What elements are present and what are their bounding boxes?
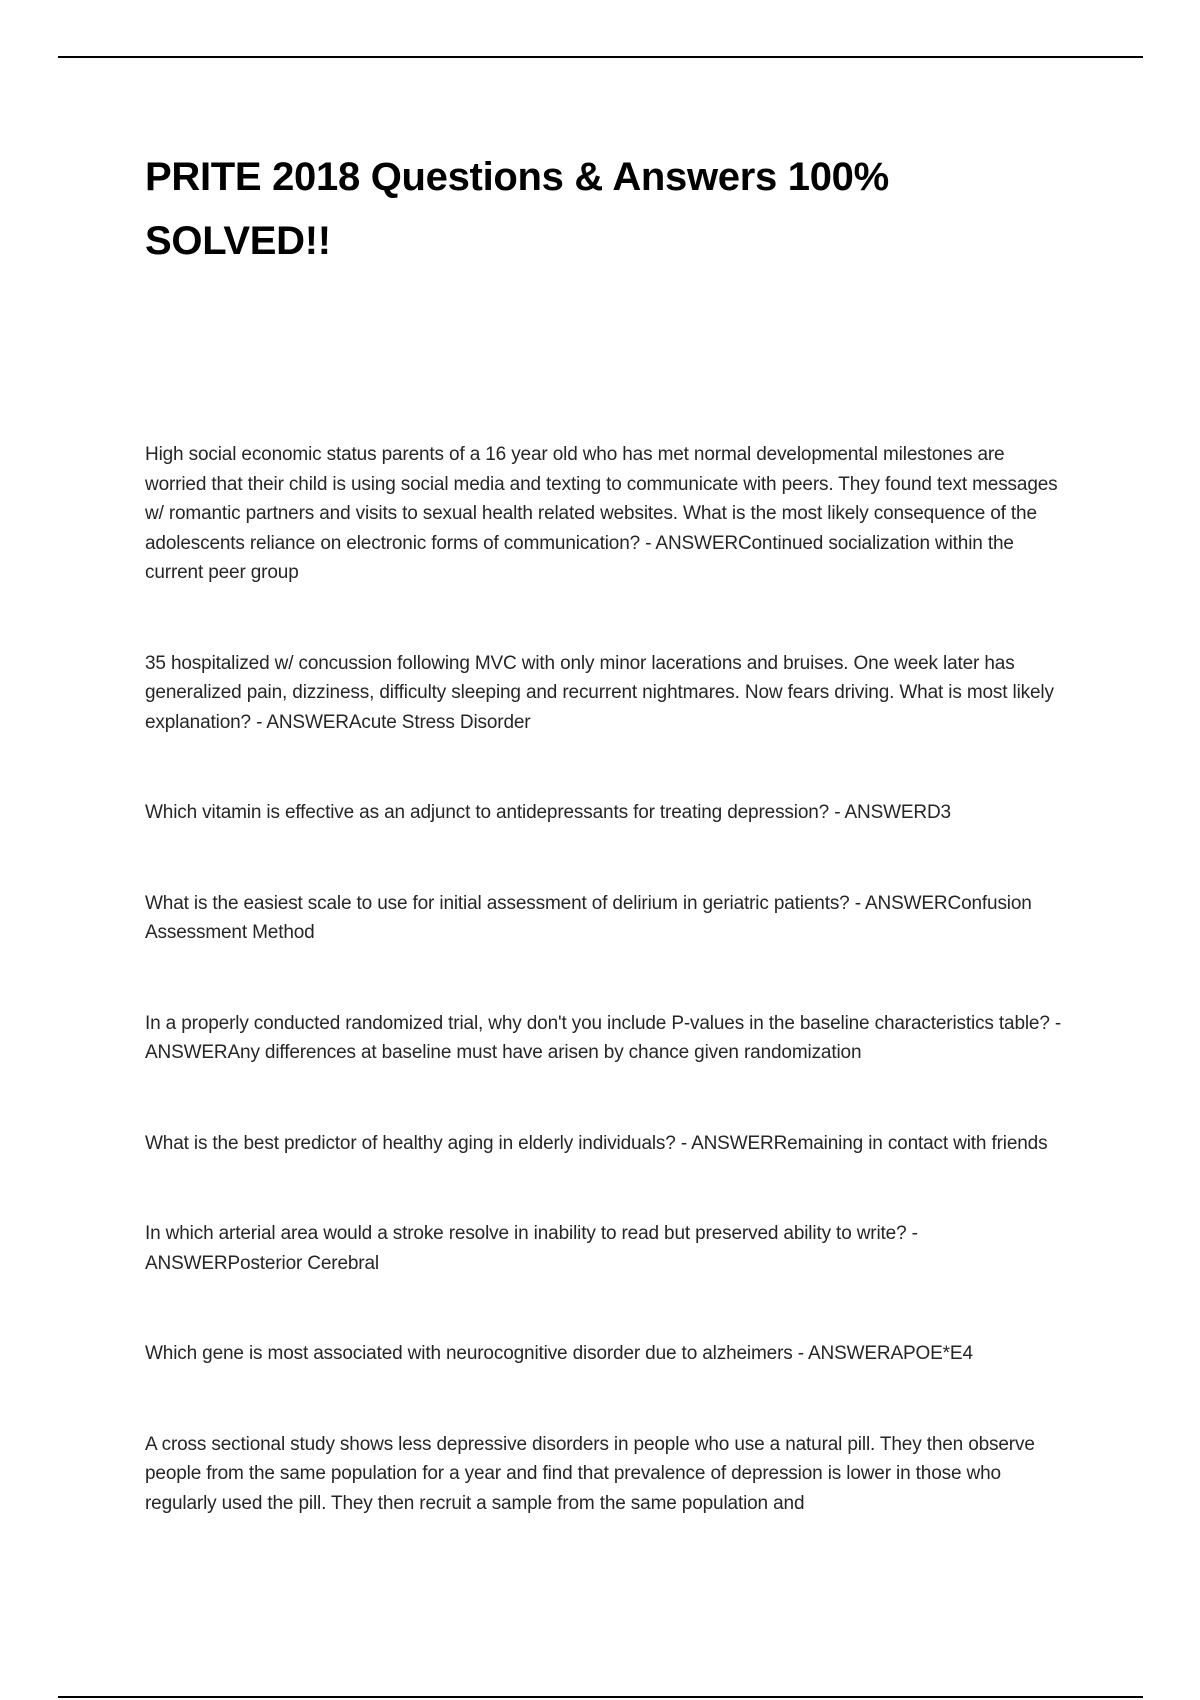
- answer-text: Remaining in contact with friends: [773, 1132, 1048, 1154]
- qa-item: [145, 1129, 1065, 1159]
- question-text: A cross sectional study shows less depressive disorders in people who use a natural pill. They then observe people from the same population for a year and find that prevalence of depression is lower in those who regularly used the pill. They then recruit a sample from the same population and: [145, 1433, 1035, 1514]
- question-text: In which arterial area would a stroke resolve in inability to read but preserved ability to write? - ANSWER: [145, 1223, 918, 1274]
- qa-item: [145, 1339, 1065, 1369]
- qa-item: [145, 1009, 1065, 1068]
- document-title: PRITE 2018 Questions & Answers 100% SOLVED!!: [145, 155, 889, 263]
- question-text: What is the easiest scale to use for initial assessment of delirium in geriatric patients? - ANSWER: [145, 892, 948, 914]
- qa-item: [145, 889, 1065, 948]
- answer-text: Posterior Cerebral: [227, 1252, 379, 1274]
- question-text: In a properly conducted randomized trial, why don't you include P-values in the baseline characteristics table? - ANSWER: [145, 1012, 1062, 1063]
- qa-item: [145, 1430, 1065, 1519]
- question-text: What is the best predictor of healthy aging in elderly individuals? - ANSWER: [145, 1132, 774, 1154]
- qa-item: [145, 649, 1065, 738]
- qa-list: [145, 440, 1065, 1518]
- answer-text: Continued socialization within the current peer group: [145, 532, 1014, 583]
- answer-text: Confusion Assessment Method: [145, 892, 1032, 943]
- top-rule: [58, 56, 1143, 58]
- question-text: Which vitamin is effective as an adjunct to antidepressants for treating depression? - ANSWER: [145, 802, 927, 823]
- qa-item: [145, 440, 1065, 588]
- question-text: High social economic status parents of a 16 year old who has met normal developmental milestones are worried that their child is using social media and texting to communicate with peers. They found text messages w/ romantic partners and visits to sexual health related websites. What is the most likely consequence of the adolescents reliance on electronic forms of communication? - ANSWER: [145, 444, 1058, 554]
- answer-text: APOE*E4: [890, 1343, 973, 1364]
- question-text: Which gene is most associated with neurocognitive disorder due to alzheimers - ANSWER: [145, 1343, 891, 1364]
- bottom-rule: [58, 1696, 1143, 1698]
- qa-item: [145, 798, 1065, 828]
- answer-text: Acute Stress Disorder: [348, 711, 531, 733]
- qa-item: [145, 1219, 1065, 1278]
- document-body: [145, 145, 1065, 1579]
- answer-text: Any differences at baseline must have arisen by chance given randomization: [227, 1042, 862, 1063]
- answer-text: D3: [926, 802, 951, 823]
- question-text: 35 hospitalized w/ concussion following MVC with only minor lacerations and bruises. One week later has generalized pain, dizziness, difficulty sleeping and recurrent nightmares. Now fears driving. What is most likely explanation? - ANSWER: [145, 652, 1054, 733]
